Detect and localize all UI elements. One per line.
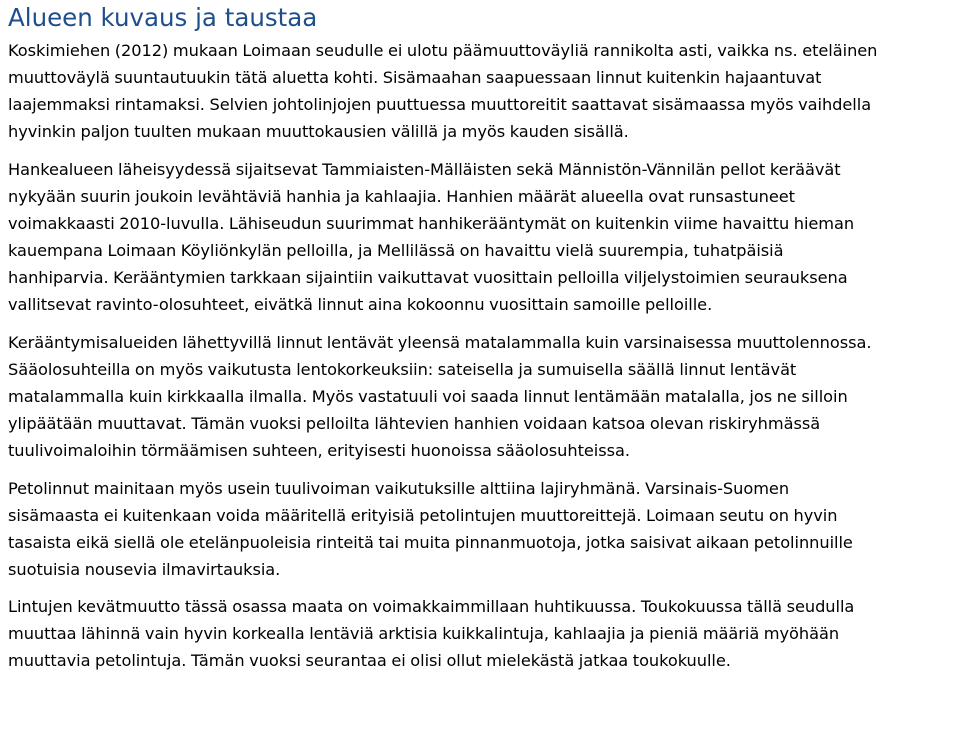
text-line: laajemmaksi rintamaksi. Selvien johtolinjojen puuttuessa muuttoreitit saattavat sisämaassa myös vaihdella <box>8 95 872 114</box>
text-line: tasaista eikä siellä ole etelänpuoleisia rinteitä tai muita pinnanmuotoja, jotka saisivat aikaan petolinnuille <box>8 533 853 552</box>
text-line: suotuisia nousevia ilmavirtauksia. <box>8 560 281 579</box>
text-line: nykyään suurin joukoin levähtäviä hanhia ja kahlaajia. Hanhien määrät alueella ovat runsastuneet <box>8 187 795 206</box>
text-line: hyvinkin paljon tuulten mukaan muuttokausien välillä ja myös kauden sisällä. <box>8 122 629 141</box>
text-line: vallitsevat ravinto-olosuhteet, eivätkä linnut aina kokoonnu vuosittain samoille pelloille. <box>8 295 713 314</box>
text-line: Sääolosuhteilla on myös vaikutusta lentokorkeuksiin: sateisella ja sumuisella säällä linnut lentävät <box>8 360 797 379</box>
paragraph-flight-altitude <box>8 329 948 464</box>
text-line: hanhiparvia. Kerääntymien tarkkaan sijaintiin vaikuttavat vuosittain pelloilla viljelystoimien seurauksena <box>8 268 848 287</box>
paragraph-migration-routes <box>8 37 948 145</box>
text-line: Koskimiehen (2012) mukaan Loimaan seudulle ei ulotu päämuuttoväyliä rannikolta asti, vaikka ns. eteläinen <box>8 41 878 60</box>
text-line: tuulivoimaloihin törmäämisen suhteen, erityisesti huonoissa sääolosuhteissa. <box>8 441 630 460</box>
text-line: Hankealueen läheisyydessä sijaitsevat Tammiaisten-Mälläisten sekä Männistön-Vännilän pellot keräävät <box>8 160 841 179</box>
section-heading: Alueen kuvaus ja taustaa <box>8 3 318 32</box>
text-line: matalammalla kuin kirkkaalla ilmalla. Myös vastatuuli voi saada linnut lentämään matalalla, jos ne silloin <box>8 387 848 406</box>
paragraph-raptors <box>8 475 948 583</box>
text-line: Kerääntymisalueiden lähettyvillä linnut lentävät yleensä matalammalla kuin varsinaisessa muuttolennossa. <box>8 333 872 352</box>
text-line: muuttavia petolintuja. Tämän vuoksi seurantaa ei olisi ollut mielekästä jatkaa toukokuulle. <box>8 651 731 670</box>
text-line: ylipäätään muuttavat. Tämän vuoksi pelloilta lähtevien hanhien voidaan katsoa olevan riskiryhmässä <box>8 414 821 433</box>
text-line: muuttoväylä suuntautuukin tätä aluetta kohti. Sisämaahan saapuessaan linnut kuitenkin hajaantuvat <box>8 68 822 87</box>
text-line: kauempana Loimaan Köyliönkylän pelloilla, ja Mellilässä on havaittu vielä suurempia, tuhatpäisiä <box>8 241 784 260</box>
text-line: Petolinnut mainitaan myös usein tuulivoiman vaikutuksille alttiina lajiryhmänä. Varsinais-Suomen <box>8 479 790 498</box>
text-line: Lintujen kevätmuutto tässä osassa maata on voimakkaimmillaan huhtikuussa. Toukokuussa tällä seudulla <box>8 597 855 616</box>
text-line: voimakkaasti 2010-luvulla. Lähiseudun suurimmat hanhikerääntymät on kuitenkin viime havaittu hieman <box>8 214 855 233</box>
paragraph-staging-fields <box>8 156 948 318</box>
text-line: sisämaasta ei kuitenkaan voida määritellä erityisiä petolintujen muuttoreittejä. Loimaan seutu on hyvin <box>8 506 838 525</box>
paragraph-spring-migration <box>8 593 948 674</box>
text-line: muuttaa lähinnä vain hyvin korkealla lentäviä arktisia kuikkalintuja, kahlaajia ja pieniä määriä myöhään <box>8 624 840 643</box>
